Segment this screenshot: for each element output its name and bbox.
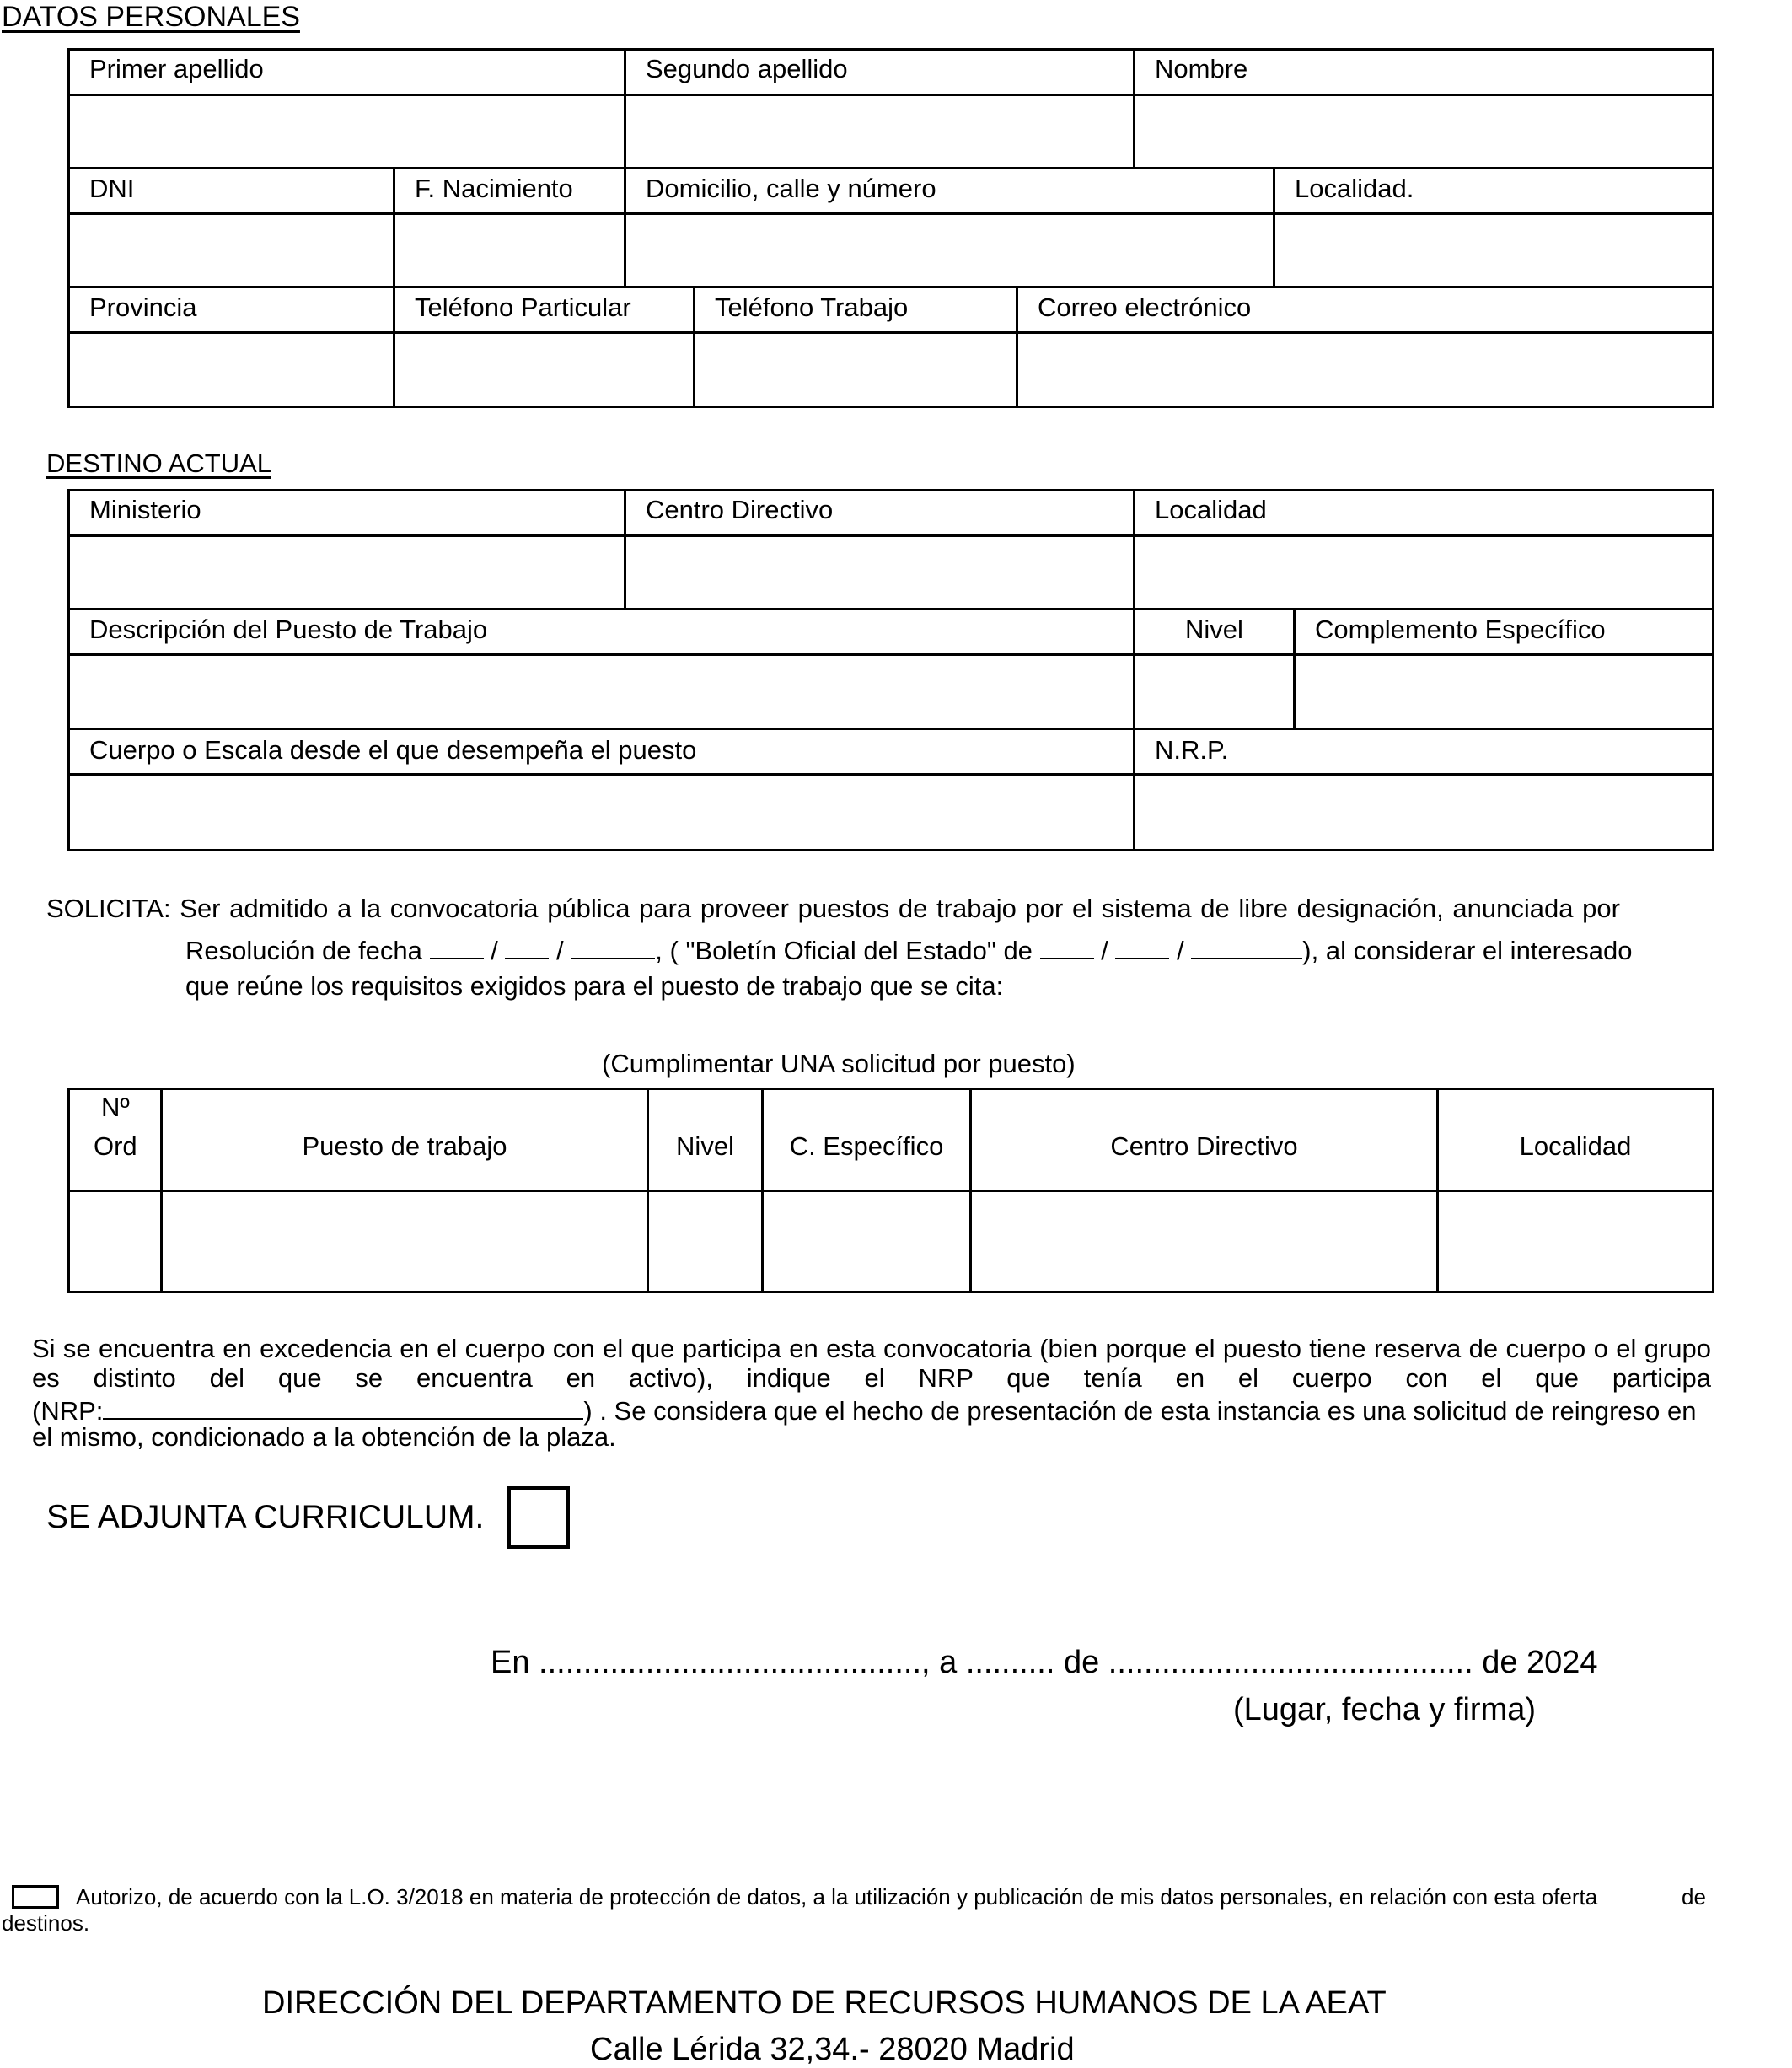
- nombre-field[interactable]: [1133, 94, 1714, 169]
- solicita-line2: [185, 932, 1632, 966]
- excedencia-line1-text: Si se encuentra en excedencia en el cuerpo con el que participa en esta convocatoria (bien porque el puesto tiene reserva de cuerpo o el grupo: [32, 1334, 1711, 1363]
- boe-day-blank[interactable]: [1040, 932, 1094, 959]
- nrp-field[interactable]: [1133, 773, 1714, 851]
- resolucion-month-blank[interactable]: [505, 932, 549, 959]
- personal-heading: DATOS PERSONALES: [2, 1, 300, 33]
- destino-heading: DESTINO ACTUAL: [46, 449, 271, 478]
- solicita-label: SOLICITA:: [46, 894, 171, 923]
- telefono-trabajo-label: Teléfono Trabajo: [715, 293, 909, 322]
- autorizo-checkbox[interactable]: [12, 1885, 59, 1909]
- th-n: Nº: [101, 1093, 130, 1122]
- ministerio-label: Ministerio: [89, 495, 201, 524]
- firma-caption: (Lugar, fecha y firma): [1233, 1692, 1537, 1727]
- firma-line: En ..........................................., a .......... de ......................................... de 2024: [491, 1645, 1598, 1680]
- boe-year-blank[interactable]: [1191, 932, 1302, 959]
- th-centro: Centro Directivo: [1110, 1131, 1298, 1161]
- f-nacimiento-field[interactable]: [393, 212, 626, 288]
- correo-label: Correo electrónico: [1038, 293, 1252, 322]
- correo-field[interactable]: [1016, 331, 1714, 408]
- excedencia-line2: [32, 1363, 1711, 1394]
- resolucion-year-blank[interactable]: [571, 932, 655, 959]
- cuerpo-field[interactable]: [67, 773, 1135, 851]
- localidad-field[interactable]: [1273, 212, 1714, 288]
- th-nivel: Nivel: [676, 1131, 734, 1161]
- footer-line2: Calle Lérida 32,34.- 28020 Madrid: [590, 2032, 1075, 2067]
- resolucion-label: Resolución de fecha: [185, 936, 422, 965]
- solicita-line1: [46, 894, 1620, 924]
- curriculum-checkbox[interactable]: [507, 1486, 570, 1549]
- dni-label: DNI: [89, 174, 135, 203]
- th-localidad: Localidad: [1519, 1131, 1632, 1161]
- domicilio-field[interactable]: [624, 212, 1275, 288]
- primer-apellido-field[interactable]: [67, 94, 626, 169]
- dni-field[interactable]: [67, 212, 395, 288]
- excedencia-line2-text: es distinto del que se encuentra en activo), indique el NRP que tenía en el cuerpo con el que participa: [32, 1363, 1711, 1393]
- descripcion-field[interactable]: [67, 653, 1135, 730]
- solicita-line2-end: ), al considerar el interesado: [1302, 936, 1633, 965]
- td-nivel-field[interactable]: [647, 1190, 764, 1293]
- telefono-particular-label: Teléfono Particular: [415, 293, 631, 322]
- provincia-label: Provincia: [89, 293, 197, 322]
- boe-month-blank[interactable]: [1115, 932, 1169, 959]
- destino-localidad-field[interactable]: [1133, 534, 1714, 610]
- descripcion-label: Descripción del Puesto de Trabajo: [89, 615, 488, 644]
- autorizo-line1-end: de: [1682, 1884, 1706, 1910]
- resolucion-slash-1: /: [491, 936, 498, 965]
- excedencia-line3-text: ) . Se considera que el hecho de presentación de esta instancia es una solicitud de reingreso en: [583, 1396, 1697, 1426]
- resolucion-day-blank[interactable]: [430, 932, 484, 959]
- td-nord-field[interactable]: [67, 1190, 163, 1293]
- excedencia-line3: [32, 1393, 1711, 1426]
- nombre-label: Nombre: [1155, 54, 1248, 83]
- boe-label: , ( "Boletín Oficial del Estado" de: [655, 936, 1033, 965]
- th-ord: Ord: [94, 1131, 137, 1161]
- primer-apellido-label: Primer apellido: [89, 54, 264, 83]
- excedencia-line1: [32, 1334, 1711, 1364]
- td-especifico-field[interactable]: [761, 1190, 972, 1293]
- ministerio-field[interactable]: [67, 534, 626, 610]
- footer-line1: DIRECCIÓN DEL DEPARTAMENTO DE RECURSOS HUMANOS DE LA AEAT: [262, 1985, 1387, 2021]
- complemento-field[interactable]: [1293, 653, 1714, 730]
- td-localidad-field[interactable]: [1436, 1190, 1714, 1293]
- boe-slash-2: /: [1177, 936, 1184, 965]
- td-puesto-field[interactable]: [160, 1190, 649, 1293]
- curriculum-label: SE ADJUNTA CURRICULUM.: [46, 1499, 485, 1535]
- domicilio-label: Domicilio, calle y número: [646, 174, 936, 203]
- localidad-label: Localidad.: [1295, 174, 1414, 203]
- autorizo-line1: Autorizo, de acuerdo con la L.O. 3/2018 en materia de protección de datos, a la utilización y publicación de mis datos personales, en relación con esta oferta: [76, 1884, 1598, 1910]
- nivel-field[interactable]: [1133, 653, 1296, 730]
- puestos-note: (Cumplimentar UNA solicitud por puesto): [602, 1049, 1076, 1078]
- telefono-trabajo-field[interactable]: [693, 331, 1018, 408]
- td-centro-field[interactable]: [969, 1190, 1439, 1293]
- autorizo-line2: destinos.: [2, 1910, 90, 1936]
- centro-directivo-label: Centro Directivo: [646, 495, 834, 524]
- complemento-label: Complemento Específico: [1315, 615, 1606, 644]
- nrp-open-label: (NRP:: [32, 1396, 104, 1426]
- nivel-label: Nivel: [1185, 615, 1243, 644]
- solicita-line3: que reúne los requisitos exigidos para el puesto de trabajo que se cita:: [185, 971, 1004, 1001]
- centro-directivo-field[interactable]: [624, 534, 1135, 610]
- solicita-line1-text: Ser admitido a la convocatoria pública para proveer puestos de trabajo por el sistema de libre designación, anunciada por: [180, 894, 1620, 923]
- f-nacimiento-label: F. Nacimiento: [415, 174, 573, 203]
- th-especifico: C. Específico: [789, 1131, 944, 1161]
- segundo-apellido-label: Segundo apellido: [646, 54, 848, 83]
- cuerpo-label: Cuerpo o Escala desde el que desempeña el puesto: [89, 735, 697, 765]
- excedencia-line4: el mismo, condicionado a la obtención de la plaza.: [32, 1422, 616, 1452]
- boe-slash-1: /: [1101, 936, 1108, 965]
- th-puesto: Puesto de trabajo: [302, 1131, 507, 1161]
- provincia-field[interactable]: [67, 331, 395, 408]
- nrp-excedencia-blank[interactable]: [103, 1393, 583, 1420]
- destino-localidad-label: Localidad: [1155, 495, 1267, 524]
- resolucion-slash-2: /: [556, 936, 564, 965]
- segundo-apellido-field[interactable]: [624, 94, 1135, 169]
- telefono-particular-field[interactable]: [393, 331, 695, 408]
- nrp-label: N.R.P.: [1155, 735, 1229, 765]
